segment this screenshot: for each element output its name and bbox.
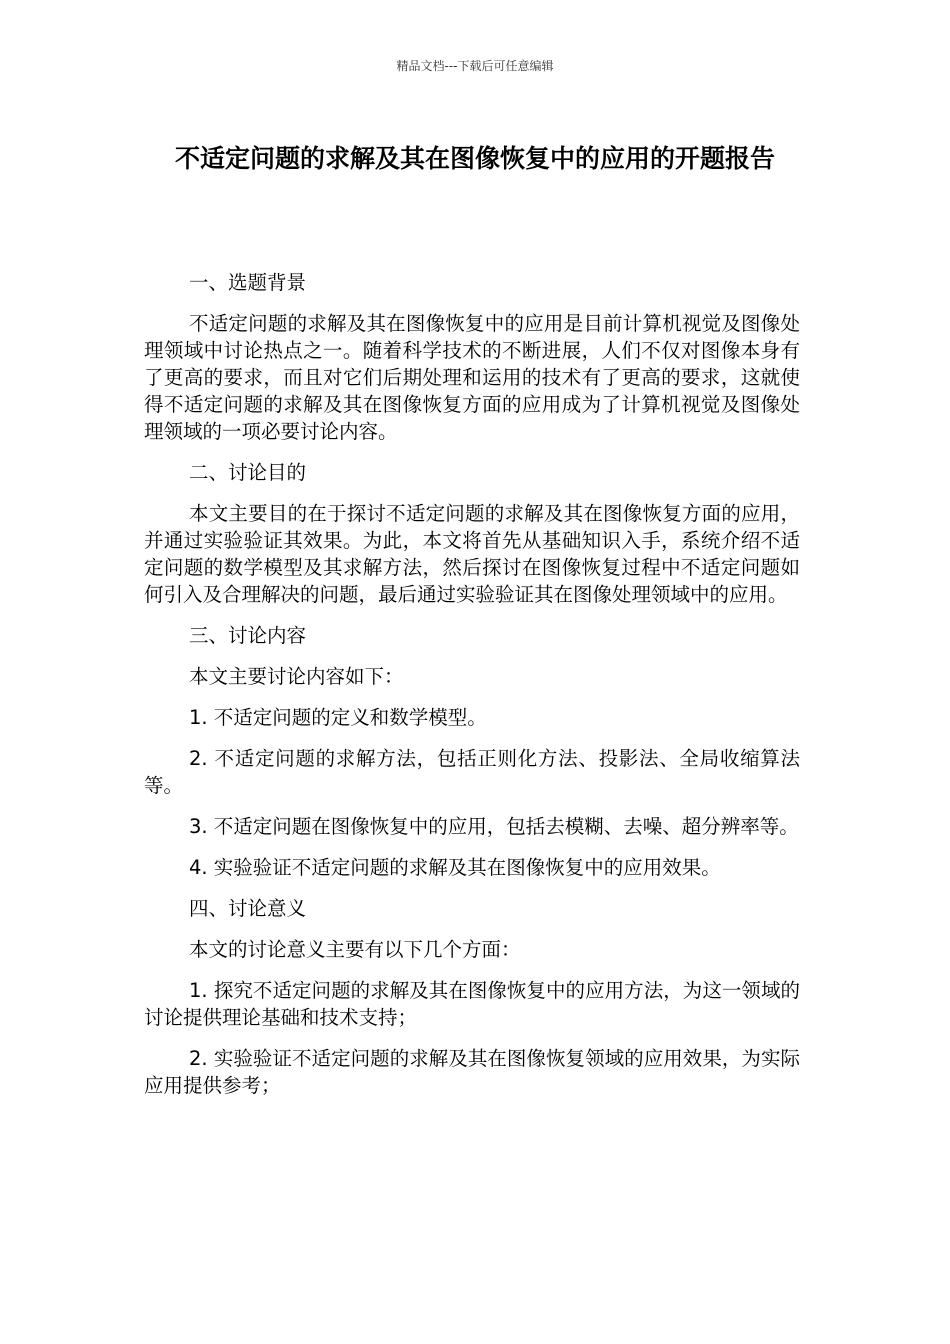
- section-heading-background: 一、选题背景: [189, 271, 307, 294]
- section-heading-purpose: 二、讨论目的: [189, 461, 307, 484]
- list-item: 1. 探究不适定问题的求解及其在图像恢复中的应用方法，为这一领域的讨论提供理论基础和技术支持；: [144, 979, 800, 1029]
- paragraph-content-intro: 本文主要讨论内容如下：: [189, 665, 404, 688]
- list-item: 1. 不适定问题的定义和数学模型。: [189, 706, 487, 729]
- header-note: 精品文档---下载后可任意编辑: [396, 59, 554, 73]
- document-body: [144, 269, 800, 1113]
- list-item: 3. 不适定问题在图像恢复中的应用，包括去模糊、去噪、超分辨率等。: [189, 815, 799, 838]
- list-item: 2. 实验验证不适定问题的求解及其在图像恢复领域的应用效果，为实际应用提供参考；: [144, 1047, 800, 1097]
- paragraph-purpose: 本文主要目的在于探讨不适定问题的求解及其在图像恢复方面的应用，并通过实验验证其效果。为此，本文将首先从基础知识入手，系统介绍不适定问题的数学模型及其求解方法，然后探讨在图像恢复过程中不适定问题如何引入及合理解决的问题，最后通过实验验证其在图像处理领域中的应用。: [144, 502, 800, 606]
- section-heading-significance: 四、讨论意义: [189, 897, 307, 920]
- list-item: 4. 实验验证不适定问题的求解及其在图像恢复中的应用效果。: [189, 856, 721, 879]
- paragraph-background: 不适定问题的求解及其在图像恢复中的应用是目前计算机视觉及图像处理领域中讨论热点之一。随着科学技术的不断进展，人们不仅对图像本身有了更高的要求，而且对它们后期处理和运用的技术有了更高的要求，这就使得不适定问题的求解及其在图像恢复方面的应用成为了计算机视觉及图像处理领域的一项必要讨论内容。: [144, 312, 800, 443]
- paragraph-significance-intro: 本文的讨论意义主要有以下几个方面：: [189, 938, 521, 961]
- section-heading-content: 三、讨论内容: [189, 624, 307, 647]
- document-title: 不适定问题的求解及其在图像恢复中的应用的开题报告: [174, 144, 775, 173]
- list-item: 2. 不适定问题的求解方法，包括正则化方法、投影法、全局收缩算法等。: [144, 747, 800, 797]
